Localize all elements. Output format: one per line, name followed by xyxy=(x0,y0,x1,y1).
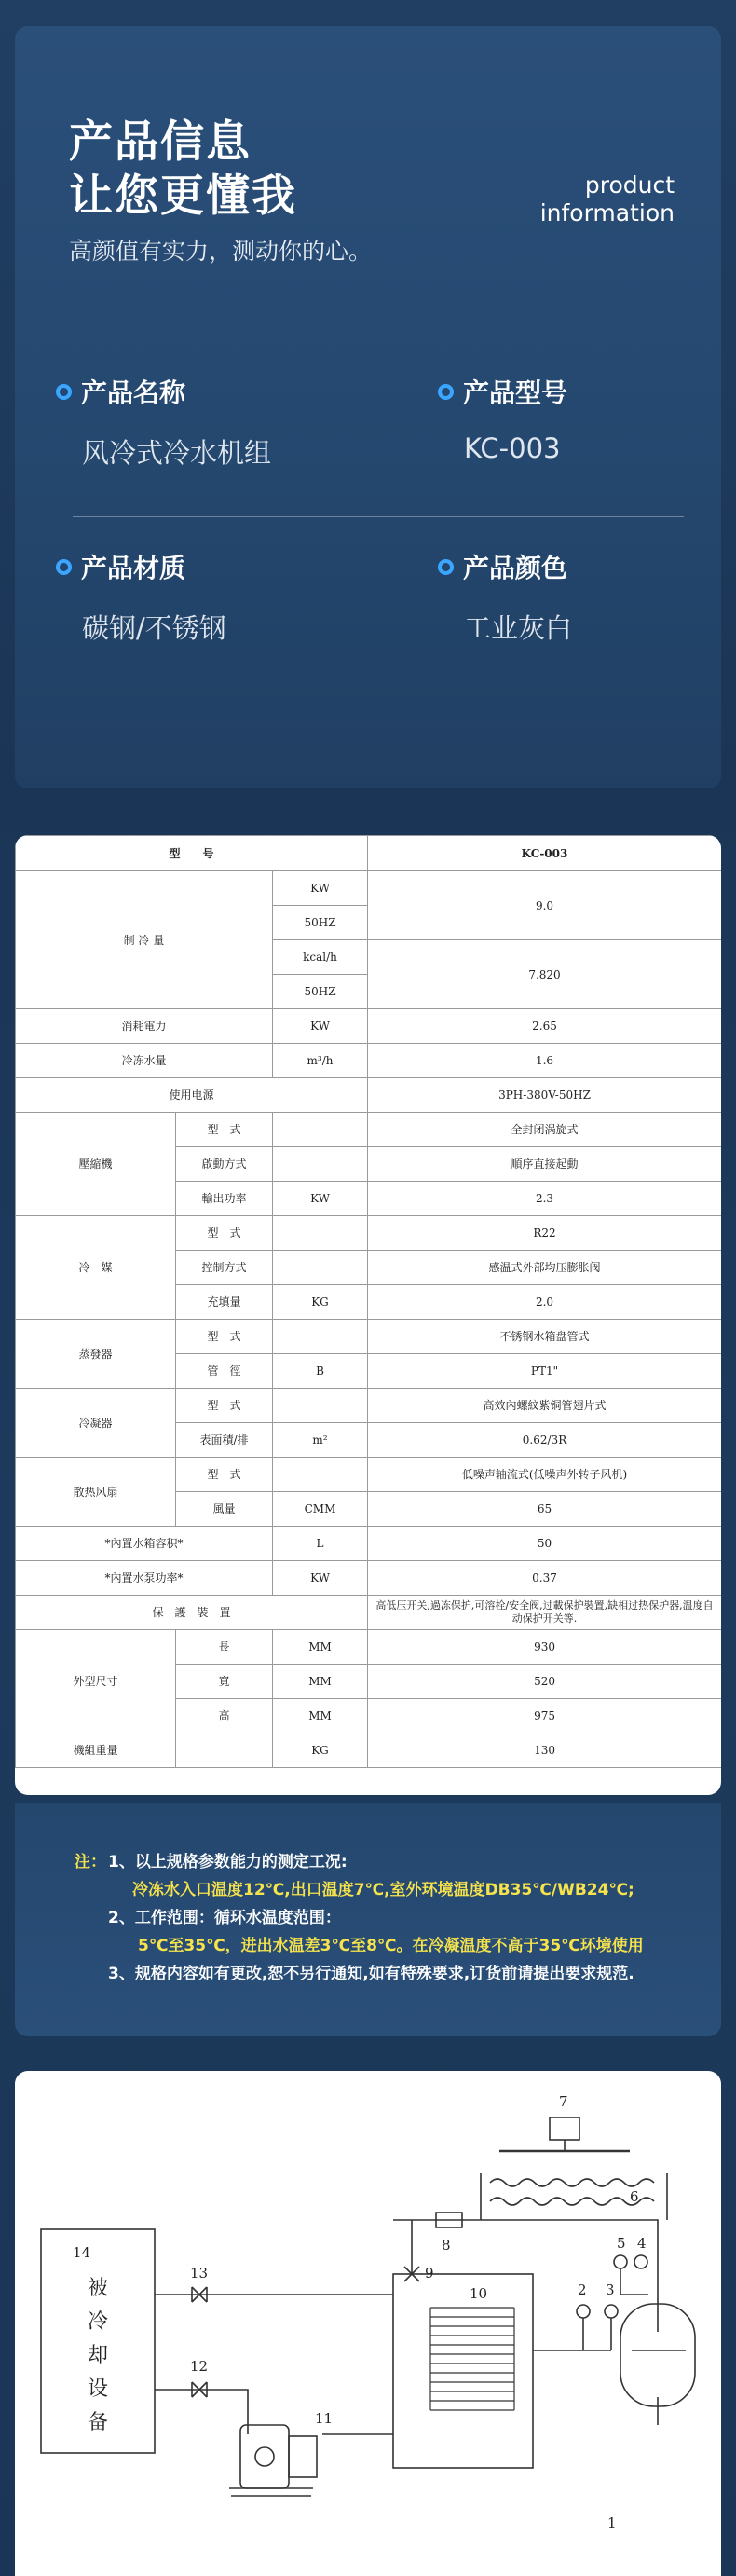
spec-table-card xyxy=(15,835,721,1795)
table-cell: MM xyxy=(273,1699,368,1733)
table-cell: 型 式 xyxy=(176,1216,273,1251)
field-label: 产品颜色 xyxy=(463,553,568,583)
equipment-char: 却 xyxy=(88,2344,109,2367)
note-prefix: 注： xyxy=(75,1853,106,1871)
info-english-line1: product xyxy=(584,171,675,199)
table-cell: L xyxy=(273,1527,368,1561)
table-cell: *內置水泵功率* xyxy=(16,1561,273,1596)
table-cell: m³/h xyxy=(273,1044,368,1078)
field-product-name xyxy=(56,373,271,471)
table-cell: 管 徑 xyxy=(176,1354,273,1389)
table-row xyxy=(16,871,722,906)
table-cell: 0.37 xyxy=(368,1561,721,1596)
table-cell: 蒸發器 xyxy=(16,1320,176,1389)
table-cell: 930 xyxy=(368,1630,721,1665)
field-value: 碳钢/不锈钢 xyxy=(82,612,226,644)
table-cell: 風量 xyxy=(176,1492,273,1527)
table-cell: 制 冷 量 xyxy=(16,871,273,1009)
gauge-4 xyxy=(634,2255,647,2268)
table-cell: 0.62/3R xyxy=(368,1423,721,1458)
table-cell: 全封闭涡旋式 xyxy=(368,1113,721,1147)
table-cell: 520 xyxy=(368,1665,721,1699)
table-row xyxy=(16,1216,722,1251)
field-label: 产品材质 xyxy=(81,553,186,583)
table-cell: 50HZ xyxy=(273,906,368,940)
note-1-title: 1、以上规格参数能力的测定工况: xyxy=(108,1853,348,1871)
table-row xyxy=(16,1078,722,1113)
table-row xyxy=(16,1320,722,1354)
equipment-char: 备 xyxy=(88,2411,109,2434)
table-cell: kcal/h xyxy=(273,940,368,975)
note-1-detail: 冷冻水入口温度12℃,出口温度7℃,室外环境温度DB35℃/WB24℃; xyxy=(132,1881,634,1899)
info-title-line1: 产品信息 xyxy=(69,116,252,168)
table-cell: KG xyxy=(273,1285,368,1320)
table-cell: 65 xyxy=(368,1492,721,1527)
table-row xyxy=(16,1630,722,1665)
table-row xyxy=(16,1733,722,1768)
table-cell: 外型尺寸 xyxy=(16,1630,176,1733)
table-cell: 輸出功率 xyxy=(176,1182,273,1216)
label-13: 13 xyxy=(190,2265,209,2281)
table-cell: 啟動方式 xyxy=(176,1147,273,1182)
label-10: 10 xyxy=(470,2285,488,2302)
table-cell: 9.0 xyxy=(368,871,721,940)
table-cell: 型 式 xyxy=(176,1320,273,1354)
table-cell: 型 号 xyxy=(16,836,368,871)
label-6: 6 xyxy=(630,2188,639,2205)
note-2-detail: 5℃至35℃，进出水温差3℃至8℃。在冷凝温度不高于35℃环境使用 xyxy=(138,1937,644,1955)
equipment-char: 冷 xyxy=(88,2310,109,2334)
info-divider xyxy=(73,516,684,517)
table-cell: 高 xyxy=(176,1699,273,1733)
info-title-line2: 让您更懂我 xyxy=(69,171,297,222)
info-english-line2: information xyxy=(539,199,675,226)
spec-table xyxy=(15,835,721,1768)
table-cell: 型 式 xyxy=(176,1389,273,1423)
note-2-title: 2、工作范围：循环水温度范围： xyxy=(108,1909,341,1927)
table-cell: 保 護 裝 置 xyxy=(16,1596,368,1630)
table-row xyxy=(16,1596,722,1630)
label-11: 11 xyxy=(315,2410,334,2427)
table-cell: 50 xyxy=(368,1527,721,1561)
table-row xyxy=(16,1044,722,1078)
table-cell: 130 xyxy=(368,1733,721,1768)
table-row xyxy=(16,1009,722,1044)
table-cell: 高效內螺紋紫铜管翅片式 xyxy=(368,1389,721,1423)
equipment-char: 设 xyxy=(88,2377,109,2401)
table-cell: 型 式 xyxy=(176,1458,273,1492)
table-cell: 1.6 xyxy=(368,1044,721,1078)
label-8: 8 xyxy=(442,2237,451,2254)
table-cell: 壓縮機 xyxy=(16,1113,176,1216)
table-cell: 寬 xyxy=(176,1665,273,1699)
label-9: 9 xyxy=(425,2265,434,2281)
info-english-title xyxy=(540,171,675,227)
note-3: 3、规格内容如有更改,恕不另行通知,如有特殊要求,订货前请提出要求规范. xyxy=(108,1965,634,1983)
table-cell: 消耗電力 xyxy=(16,1009,273,1044)
equipment-char: 被 xyxy=(88,2277,109,2300)
table-cell: MM xyxy=(273,1665,368,1699)
table-cell: 順序直接起動 xyxy=(368,1147,721,1182)
label-5: 5 xyxy=(617,2235,626,2252)
water-tank xyxy=(393,2274,533,2468)
label-1: 1 xyxy=(607,2514,617,2531)
table-cell: 低噪声轴流式(低噪声外转子风机) xyxy=(368,1458,721,1492)
table-cell: 表面積/排 xyxy=(176,1423,273,1458)
table-cell: 2.0 xyxy=(368,1285,721,1320)
gauge-3 xyxy=(605,2305,618,2318)
table-cell: KW xyxy=(273,1561,368,1596)
table-cell: 2.65 xyxy=(368,1009,721,1044)
table-cell: KW xyxy=(273,871,368,906)
table-cell: R22 xyxy=(368,1216,721,1251)
table-cell: 975 xyxy=(368,1699,721,1733)
bullet-icon xyxy=(438,559,454,575)
bullet-icon xyxy=(56,559,72,575)
table-cell: KW xyxy=(273,1182,368,1216)
table-row xyxy=(16,1113,722,1147)
field-value: 风冷式冷水机组 xyxy=(82,437,272,469)
table-cell: 冷冻水量 xyxy=(16,1044,273,1078)
table-cell: KW xyxy=(273,1009,368,1044)
field-label: 产品名称 xyxy=(81,377,186,408)
condenser-coil xyxy=(490,2179,654,2186)
table-cell: m² xyxy=(273,1423,368,1458)
table-cell: 控制方式 xyxy=(176,1251,273,1285)
gauge-2 xyxy=(577,2305,590,2318)
table-row xyxy=(16,836,722,871)
table-cell: 高低压开关,過冻保护,可溶栓/安全阀,过載保护裝置,缺相过热保护器,温度自动保护开关等. xyxy=(368,1596,721,1630)
table-cell: 機組重量 xyxy=(16,1733,176,1768)
label-14: 14 xyxy=(73,2244,91,2261)
pump-motor xyxy=(240,2425,289,2488)
table-cell: 50HZ xyxy=(273,975,368,1009)
table-row xyxy=(16,1389,722,1423)
return-pipe xyxy=(155,2390,248,2434)
bullet-icon xyxy=(438,384,454,400)
table-row xyxy=(16,1561,722,1596)
field-product-color xyxy=(438,548,572,646)
table-cell: 冷凝器 xyxy=(16,1389,176,1458)
field-value: 工业灰白 xyxy=(464,612,573,644)
fan-motor xyxy=(550,2117,579,2140)
table-cell: 7.820 xyxy=(368,940,721,1009)
field-product-material xyxy=(56,548,226,646)
table-cell: 冷 媒 xyxy=(16,1216,176,1320)
table-cell: 充填量 xyxy=(176,1285,273,1320)
evaporator-coil xyxy=(430,2308,514,2410)
product-info-card xyxy=(15,26,721,788)
label-3: 3 xyxy=(606,2281,615,2298)
table-row xyxy=(16,1458,722,1492)
info-subtitle: 高颜值有实力，测动你的心。 xyxy=(69,238,373,265)
system-diagram xyxy=(15,2071,721,2576)
table-cell: 不锈钢水箱盘管式 xyxy=(368,1320,721,1354)
bullet-icon xyxy=(56,384,72,400)
table-cell: 型 式 xyxy=(176,1113,273,1147)
table-cell: 長 xyxy=(176,1630,273,1665)
table-cell: MM xyxy=(273,1630,368,1665)
info-title xyxy=(69,116,297,224)
field-product-model xyxy=(438,373,567,464)
field-value: KC-003 xyxy=(464,432,561,464)
table-cell: 3PH-380V-50HZ xyxy=(368,1078,721,1113)
table-cell: 2.3 xyxy=(368,1182,721,1216)
table-cell: KC-003 xyxy=(368,836,721,871)
table-cell: B xyxy=(273,1354,368,1389)
gauge-5 xyxy=(614,2255,627,2268)
system-diagram-card xyxy=(15,2071,721,2576)
field-label: 产品型号 xyxy=(463,377,568,408)
label-4: 4 xyxy=(637,2235,647,2252)
table-row xyxy=(16,1527,722,1561)
label-2: 2 xyxy=(578,2281,587,2298)
table-cell: KG xyxy=(273,1733,368,1768)
table-cell: CMM xyxy=(273,1492,368,1527)
table-cell: 散热风扇 xyxy=(16,1458,176,1527)
table-cell: 感温式外部均压膨胀阀 xyxy=(368,1251,721,1285)
table-cell: *內置水箱容积* xyxy=(16,1527,273,1561)
table-cell: 使用电源 xyxy=(16,1078,368,1113)
label-12: 12 xyxy=(190,2358,209,2375)
label-7: 7 xyxy=(559,2093,568,2110)
notes-panel xyxy=(15,1803,721,2036)
table-cell: PT1" xyxy=(368,1354,721,1389)
